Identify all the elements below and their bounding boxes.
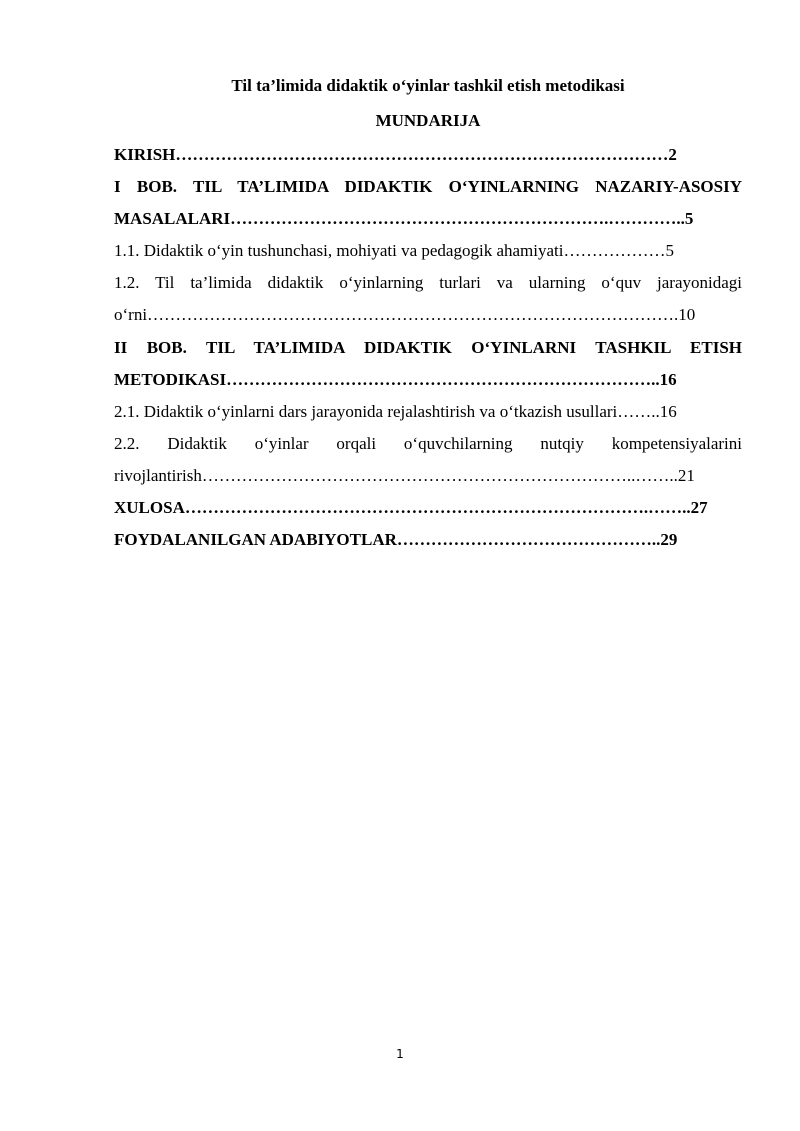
toc-entry-section-1-2-line1: 1.2. Til ta’limida didaktik o‘yinlarning turlari va ularning o‘quv jarayonidagi <box>114 273 742 292</box>
toc-entry-section-2-1: 2.1. Didaktik o‘yinlarni dars jarayonida rejalashtirish va o‘tkazish usullari……..16 <box>114 402 677 421</box>
toc-entry-section-2-2-line2: rivojlantirish…………………………………………………………………..……..21 <box>114 466 695 485</box>
toc-entry-section-1-1: 1.1. Didaktik o‘yin tushunchasi, mohiyati va pedagogik ahamiyati………………5 <box>114 241 674 260</box>
document-title: Til ta’limida didaktik o‘yinlar tashkil etish metodikasi <box>231 76 625 95</box>
toc-entry-bob1-line1: I BOB. TIL TA’LIMIDA DIDAKTIK O‘YINLARNING NAZARIY-ASOSIY <box>114 177 742 196</box>
toc-entry-kirish: KIRISH……………………………………………………………………………2 <box>114 145 677 164</box>
toc-entry-xulosa: XULOSA……………………………………………………………………….……..27 <box>114 498 708 517</box>
toc-entry-section-2-2-line1: 2.2. Didaktik o‘yinlar orqali o‘quvchilarning nutqiy kompetensiyalarini <box>114 434 742 453</box>
toc-entry-bob2-line2: METODIKASI…………………………………………………………………..16 <box>114 370 677 389</box>
toc-entry-section-1-2-line2: o‘rni………………………………………………………………………………….10 <box>114 305 696 324</box>
toc-heading: MUNDARIJA <box>375 111 481 130</box>
toc-entry-bob1-line2: MASALALARI………………………………………………………….…………..5 <box>114 209 694 228</box>
toc-entry-adabiyotlar: FOYDALANILGAN ADABIYOTLAR………………………………………..29 <box>114 530 678 549</box>
toc-entry-bob2-line1: II BOB. TIL TA’LIMIDA DIDAKTIK O‘YINLARNI TASHKIL ETISH <box>114 338 742 357</box>
page-number: 1 <box>396 1047 404 1061</box>
